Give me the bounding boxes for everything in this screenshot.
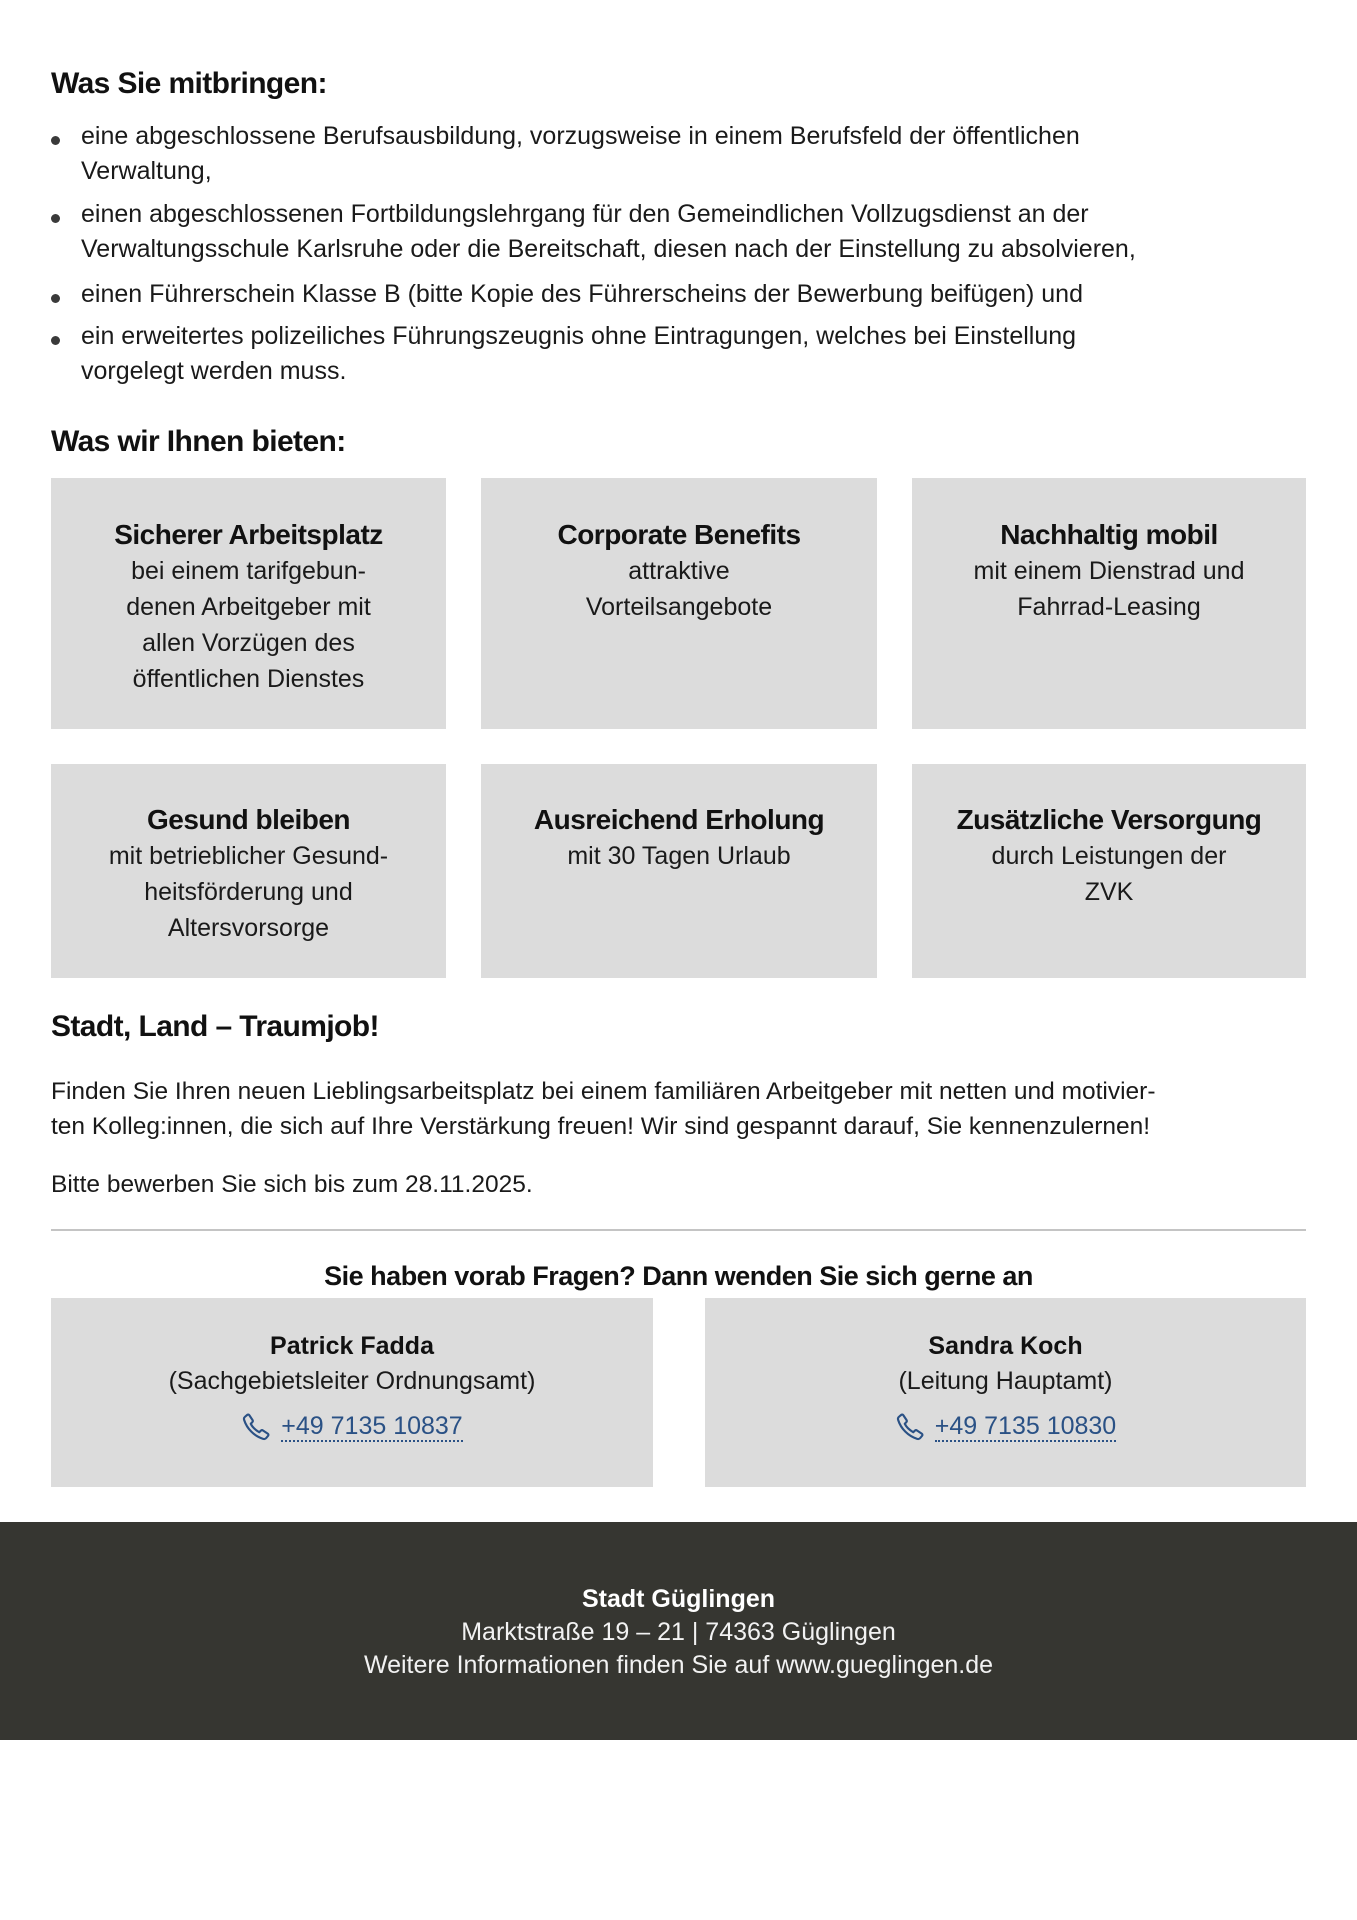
benefit-title: Sicherer Arbeitsplatz <box>114 519 383 550</box>
benefit-line: attraktive <box>628 557 730 585</box>
list-item-line: Verwaltungsschule Karlsruhe oder die Bereitschaft, diesen nach der Einstellung zu absolvieren, <box>81 235 1136 263</box>
benefit-card <box>51 478 446 729</box>
phone-link[interactable]: +49 7135 10837 <box>281 1412 463 1440</box>
benefit-card <box>51 764 446 978</box>
benefit-line: ZVK <box>1084 878 1134 906</box>
footer-org: Stadt Güglingen <box>581 1585 776 1613</box>
benefit-title: Zusätzliche Versorgung <box>956 804 1262 835</box>
contact-name: Patrick Fadda <box>270 1332 434 1360</box>
requirements-heading: Was Sie mitbringen: <box>51 67 327 100</box>
benefit-line: mit 30 Tagen Urlaub <box>567 842 791 870</box>
contacts-heading: Sie haben vorab Fragen? Dann wenden Sie sich gerne an <box>324 1261 1033 1291</box>
benefit-line: denen Arbeitgeber mit <box>126 593 371 621</box>
closing-paragraph-line: Finden Sie Ihren neuen Lieblingsarbeitsplatz bei einem familiären Arbeitgeber mit netten und motivier- <box>51 1078 1156 1105</box>
benefit-card <box>481 478 877 729</box>
benefit-line: mit einem Dienstrad und <box>973 557 1245 585</box>
benefit-line: heitsförderung und <box>144 878 353 906</box>
phone-link[interactable]: +49 7135 10830 <box>934 1412 1117 1440</box>
closing-heading: Stadt, Land – Traumjob! <box>51 1010 379 1043</box>
benefit-line: Vorteilsangebote <box>585 593 773 621</box>
benefit-line: bei einem tarifgebun- <box>131 557 366 585</box>
footer <box>0 1522 1357 1740</box>
bullet-icon <box>51 294 60 303</box>
contact-name: Sandra Koch <box>928 1332 1083 1360</box>
benefit-title: Corporate Benefits <box>557 519 801 550</box>
list-item-line: einen abgeschlossenen Fortbildungslehrgang für den Gemeindlichen Vollzugsdienst an der <box>81 200 1089 228</box>
bullet-icon <box>51 136 60 145</box>
bullet-icon <box>51 214 60 223</box>
benefit-title: Ausreichend Erholung <box>533 804 825 835</box>
list-item-line: ein erweitertes polizeiliches Führungszeugnis ohne Eintragungen, welches bei Einstellung <box>81 322 1077 350</box>
list-item-line: eine abgeschlossene Berufsausbildung, vorzugsweise in einem Berufsfeld der öffentlichen <box>81 122 1080 150</box>
closing-paragraph-line: ten Kolleg:innen, die sich auf Ihre Verstärkung freuen! Wir sind gespannt darauf, Sie kennenzulernen! <box>51 1113 1151 1140</box>
benefit-title: Nachhaltig mobil <box>1000 519 1218 550</box>
footer-info: Weitere Informationen finden Sie auf www.gueglingen.de <box>363 1651 994 1679</box>
list-item-line: einen Führerschein Klasse B (bitte Kopie des Führerscheins der Bewerbung beifügen) und <box>81 280 1083 308</box>
benefit-title: Gesund bleiben <box>146 804 351 835</box>
benefit-card <box>912 764 1306 978</box>
phone-icon <box>241 1412 271 1442</box>
deadline-text: Bitte bewerben Sie sich bis zum 28.11.2025. <box>51 1171 533 1198</box>
list-item-line: vorgelegt werden muss. <box>81 357 347 385</box>
contact-phone <box>51 1412 653 1442</box>
bullet-icon <box>51 336 60 345</box>
benefit-line: durch Leistungen der <box>991 842 1227 870</box>
benefit-line: Fahrrad-Leasing <box>1017 593 1201 621</box>
benefit-line: öffentlichen Dienstes <box>132 665 365 693</box>
divider <box>51 1229 1306 1231</box>
footer-address: Marktstraße 19 – 21 | 74363 Güglingen <box>461 1618 896 1646</box>
contact-card <box>705 1298 1306 1487</box>
benefit-card <box>912 478 1306 729</box>
contact-card <box>51 1298 653 1487</box>
benefit-card <box>481 764 877 978</box>
contact-role: (Leitung Hauptamt) <box>898 1367 1113 1395</box>
benefit-line: Altersvorsorge <box>167 914 330 942</box>
benefit-line: mit betrieblicher Gesund- <box>108 842 389 870</box>
contact-phone <box>705 1412 1306 1442</box>
list-item-line: Verwaltung, <box>81 157 212 185</box>
benefit-line: allen Vorzügen des <box>142 629 355 657</box>
benefits-heading: Was wir Ihnen bieten: <box>51 425 346 458</box>
contact-role: (Sachgebietsleiter Ordnungsamt) <box>168 1367 536 1395</box>
phone-icon <box>895 1412 925 1442</box>
